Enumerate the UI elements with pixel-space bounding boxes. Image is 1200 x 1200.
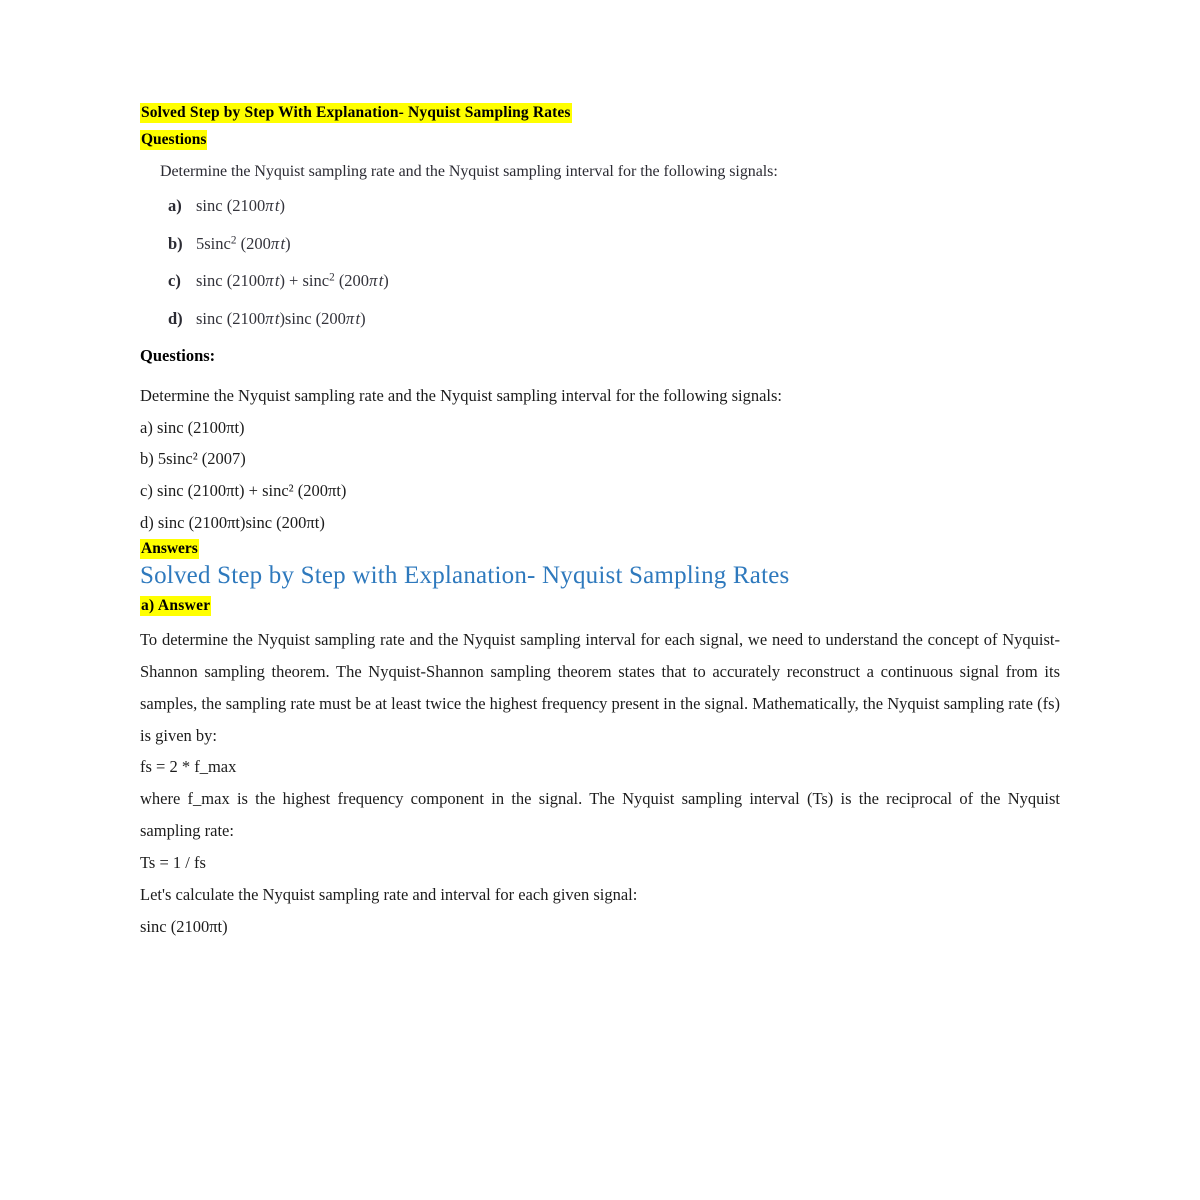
document-content	[140, 105, 1060, 942]
answers-label-highlight: Answers	[141, 539, 198, 557]
scanned-item-d-expression: sinc (2100π t)sinc (200π t)	[196, 308, 366, 328]
answer-a-label	[140, 598, 1060, 614]
answer-paragraph-3: Let's calculate the Nyquist sampling rate and interval for each given signal:	[140, 884, 638, 904]
scanned-item-b-expression: 5sinc$^2$ (200π t)	[196, 233, 291, 253]
scanned-item-c-label: c)	[168, 271, 181, 291]
scanned-question-block	[140, 161, 1060, 327]
answer-paragraph-1: To determine the Nyquist sampling rate and the Nyquist sampling interval for each signal, we need to understand the concept of Nyquist-Shannon sampling theorem. The Nyquist-Shannon sampling theorem states that to accurately reconstruct a continuous signal from its samples, the sampling rate must be at least twice the highest frequency present in the signal. Mathematically, the Nyquist sampling rate (fs) is given by:	[140, 629, 1060, 745]
document-title-highlight: Solved Step by Step With Explanation- Nyquist Sampling Rates	[141, 104, 571, 121]
answer-formula-1: fs = 2 * f_max	[140, 757, 237, 777]
typed-item-c: c) sinc (2100πt) + sinc² (200πt)	[140, 481, 347, 501]
document-title	[140, 105, 1060, 121]
scanned-item-a-expression: sinc (2100π t)	[196, 196, 285, 216]
scanned-item-b	[160, 233, 1060, 253]
questions-label	[140, 132, 1060, 148]
answer-signal-a: sinc (2100πt)	[140, 916, 228, 936]
typed-item-a: a) sinc (2100πt)	[140, 417, 245, 437]
scanned-item-b-label: b)	[168, 233, 183, 253]
answer-paragraph-2: where f_max is the highest frequency component in the signal. The Nyquist sampling interval (Ts) is the reciprocal of the Nyquist sampling rate:	[140, 789, 1060, 841]
scanned-item-d-label: d)	[168, 308, 183, 328]
answer-a-label-highlight: a) Answer	[141, 597, 211, 615]
scanned-item-a	[160, 198, 1060, 215]
blue-subheading: Solved Step by Step with Explanation- Nyquist Sampling Rates	[140, 562, 790, 590]
questions-label-highlight: Questions	[141, 130, 207, 148]
typed-item-d: d) sinc (2100πt)sinc (200πt)	[140, 513, 325, 533]
scanned-intro-text: Determine the Nyquist sampling rate and the Nyquist sampling interval for the following signals:	[160, 163, 778, 180]
scanned-item-d	[160, 308, 1060, 328]
questions-section-heading: Questions:	[140, 346, 216, 366]
answers-label	[140, 541, 1060, 557]
scanned-item-c	[160, 273, 1060, 290]
answer-formula-2: Ts = 1 / fs	[140, 852, 206, 872]
scanned-item-c-expression: sinc (2100π t) + sinc$^2$ (200π t)	[196, 271, 389, 291]
typed-questions-intro: Determine the Nyquist sampling rate and the Nyquist sampling interval for the following signals:	[140, 385, 783, 405]
scanned-item-a-label: a)	[168, 196, 182, 216]
typed-item-b: b) 5sinc² (2007)	[140, 449, 246, 469]
